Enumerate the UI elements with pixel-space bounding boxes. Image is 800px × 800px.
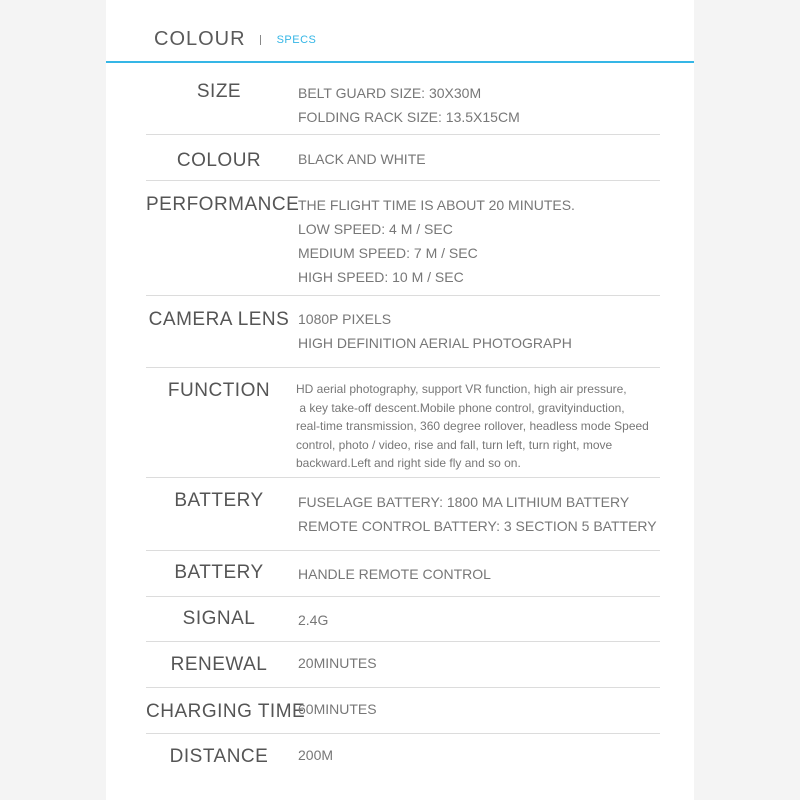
spec-value	[298, 147, 660, 171]
spec-label: RENEWAL	[170, 654, 268, 675]
spec-value-line: FUSELAGE BATTERY: 1800 MA LITHIUM BATTERY	[298, 494, 630, 510]
spec-row-battery	[146, 478, 660, 551]
spec-value-line: HANDLE REMOTE CONTROL	[298, 566, 491, 582]
spec-row-distance	[146, 734, 660, 779]
spec-value-line: 2.4G	[298, 612, 329, 628]
spec-label: PERFORMANCE	[146, 194, 300, 215]
spec-value	[298, 697, 660, 721]
spec-value-line: BELT GUARD SIZE: 30X30M	[298, 85, 482, 101]
spec-value	[298, 562, 660, 586]
spec-label: SIZE	[196, 81, 242, 102]
spec-value-line: BLACK AND WHITE	[298, 151, 426, 167]
spec-value-line: HD aerial photography, support VR function, high air pressure,	[296, 382, 627, 396]
spec-value-line: real-time transmission, 360 degree rollover, headless mode Speed	[296, 419, 649, 433]
spec-row-battery-remote	[146, 551, 660, 597]
spec-sheet	[106, 0, 694, 800]
spec-value	[298, 743, 660, 767]
spec-value-line: 1080P PIXELS	[298, 311, 392, 327]
spec-value	[296, 380, 658, 473]
spec-label: COLOUR	[176, 150, 262, 171]
spec-value	[298, 608, 660, 632]
spec-label: SIGNAL	[182, 608, 256, 629]
spec-label: BATTERY	[174, 562, 264, 583]
header-title: COLOUR	[154, 28, 246, 50]
spec-row-signal	[146, 597, 660, 642]
spec-label: CHARGING TIME	[146, 701, 306, 722]
accent-divider	[106, 61, 694, 63]
spec-row-size	[146, 64, 660, 135]
spec-value	[298, 193, 660, 289]
spec-value-line: LOW SPEED: 4 M / SEC	[298, 221, 453, 237]
spec-value-line: backward.Left and right side fly and so on.	[296, 456, 521, 470]
spec-value-line: FOLDING RACK SIZE: 13.5X15CM	[298, 109, 520, 125]
spec-value-line: 20MINUTES	[298, 655, 377, 671]
spec-value-line: control, photo / video, rise and fall, turn left, turn right, move	[296, 437, 613, 452]
spec-value	[298, 490, 660, 538]
spec-row-performance	[146, 181, 660, 296]
spec-value-line: MEDIUM SPEED: 7 M / SEC	[298, 245, 478, 261]
spec-value-line: HIGH SPEED: 10 M / SEC	[298, 269, 464, 285]
spec-row-renewal	[146, 642, 660, 688]
spec-row-colour	[146, 135, 660, 181]
spec-row-function	[146, 368, 660, 478]
spec-row-camera-lens	[146, 296, 660, 368]
spec-label: DISTANCE	[169, 746, 269, 767]
spec-value	[298, 307, 660, 355]
spec-row-charging-time	[146, 688, 660, 734]
spec-value-line: a key take-off descent.Mobile phone control, gravityinduction,	[296, 400, 625, 415]
spec-value-line: 60MINUTES	[298, 701, 377, 717]
spec-value-line: THE FLIGHT TIME IS ABOUT 20 MINUTES.	[298, 197, 575, 213]
spec-value-line: HIGH DEFINITION AERIAL PHOTOGRAPH	[298, 335, 572, 351]
spec-value	[298, 81, 660, 129]
spec-value-line: REMOTE CONTROL BATTERY: 3 SECTION 5 BATTERY	[298, 518, 657, 534]
section-header	[154, 28, 316, 51]
header-subtitle: SPECS	[276, 33, 317, 46]
spec-label: CAMERA LENS	[148, 309, 290, 330]
spec-label: FUNCTION	[167, 380, 271, 401]
header-divider	[260, 35, 261, 45]
spec-value-line: 200M	[298, 747, 334, 763]
spec-value	[298, 651, 660, 675]
spec-label: BATTERY	[174, 490, 264, 511]
